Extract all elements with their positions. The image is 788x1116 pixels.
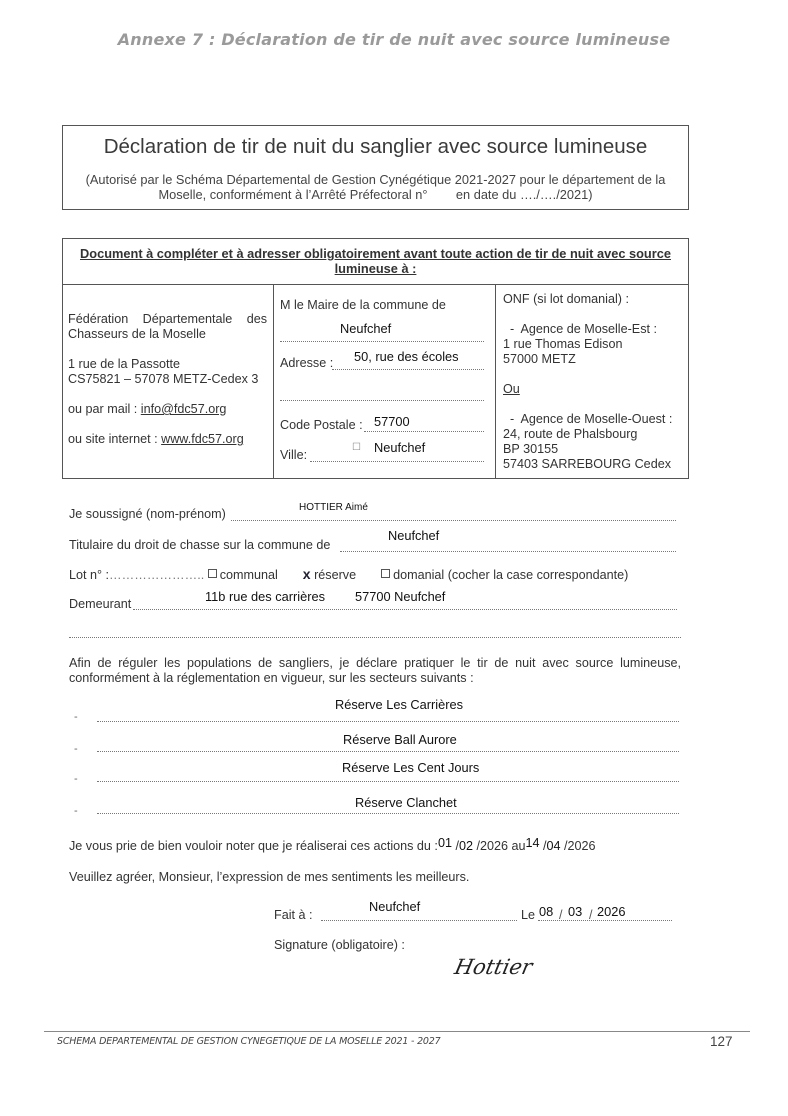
reserve-option-label: réserve — [314, 568, 357, 582]
fdc-mail-row — [68, 402, 267, 417]
fdc-web-row — [68, 432, 267, 447]
date-to-day-field[interactable]: 14 — [525, 836, 540, 850]
domanial-option-label: domanial (cocher la case correspondante) — [393, 568, 629, 582]
onf-east-line-2: 57000 METZ — [503, 352, 576, 366]
mayor-address-cell — [274, 285, 496, 478]
sector-bullet-4: - — [74, 805, 78, 817]
on-day-field[interactable]: 08 — [539, 904, 554, 919]
name-label: Je soussigné (nom-prénom) — [69, 507, 226, 521]
dates-row: Je vous prie de bien vouloir noter que je réaliserai ces actions du :01 /02 /2026 au14 /04 /2026 — [69, 836, 596, 853]
sector-bullet-1: - — [74, 711, 78, 723]
title-box — [62, 125, 689, 210]
domanial-checkbox[interactable] — [381, 569, 390, 578]
onf-label: ONF (si lot domanial) : — [503, 292, 629, 306]
address-table — [62, 238, 689, 479]
lot-label: Lot n° : — [69, 568, 110, 582]
on-year-field[interactable]: 2026 — [597, 904, 626, 919]
mayor-postal-label: Code Postale : — [280, 418, 363, 432]
sector-field-1[interactable]: Réserve Les Carrières — [335, 697, 464, 712]
signature-field[interactable]: Hottier — [452, 955, 535, 979]
subtitle-line-1: (Autorisé par le Schéma Départemental de Gestion Cynégétique 2021-2027 pour le département de la — [85, 172, 666, 187]
date-to-year-field[interactable]: 2026 — [567, 839, 596, 853]
heading-line-2: lumineuse à : — [334, 261, 417, 276]
mayor-address-label: Adresse : — [280, 356, 334, 370]
sector-bullet-2: - — [74, 743, 78, 755]
date-to-label: au — [511, 839, 526, 853]
annex-title: Annexe 7 : Déclaration de tir de nuit avec source lumineuse — [117, 30, 671, 49]
fdc-name-line-1: Fédération Départementale des — [68, 312, 267, 326]
date-from-year-field[interactable]: 2026 — [479, 839, 508, 853]
city-checkbox-icon[interactable]: ☐ — [352, 442, 361, 453]
on-date-label: Le — [521, 908, 536, 922]
fdc-name-line-2: Chasseurs de la Moselle — [68, 327, 206, 341]
resident-street-field[interactable]: 11b rue des carrières — [205, 589, 325, 604]
mayor-label: M le Maire de la commune de — [280, 298, 446, 312]
resident-label: Demeurant — [69, 597, 132, 611]
resident-city-field[interactable]: 57700 Neufchef — [355, 589, 446, 604]
fdc-web-label: ou site internet : — [68, 432, 162, 446]
footer-text: SCHEMA DEPARTEMENTAL DE GESTION CYNEGETIQUE DE LA MOSELLE 2021 - 2027 — [57, 1036, 441, 1047]
address-table-heading — [63, 239, 688, 285]
sector-field-3[interactable]: Réserve Les Cent Jours — [342, 760, 480, 775]
commune-field[interactable]: Neufchef — [388, 528, 440, 543]
made-at-label: Fait à : — [274, 908, 313, 922]
footer-divider — [44, 1031, 750, 1032]
communal-option-label: communal — [219, 568, 278, 582]
reserve-checkbox-checked[interactable]: x — [302, 566, 311, 582]
fdc-address-cell — [63, 285, 274, 478]
on-month-field[interactable]: 03 — [568, 904, 583, 919]
onf-west-label: - Agence de Moselle-Ouest : — [503, 412, 673, 426]
lot-number-field[interactable]: ………………….. — [109, 568, 205, 582]
mayor-commune-field[interactable]: Neufchef — [340, 321, 392, 336]
communal-checkbox[interactable] — [208, 569, 217, 578]
mayor-address-field[interactable]: 50, rue des écoles — [354, 349, 459, 364]
sector-bullet-3: - — [74, 773, 78, 785]
subtitle-line-2: Moselle, conformément à l’Arrêté Préfectoral n° en date du …./…./2021) — [158, 187, 593, 202]
heading-line-1: Document à compléter et à adresser obligatoirement avant toute action de tir de nuit avec source — [80, 246, 671, 261]
sector-field-2[interactable]: Réserve Ball Aurore — [343, 732, 457, 747]
onf-west-line-1: 24, route de Phalsbourg — [503, 427, 638, 441]
fdc-web-link[interactable]: www.fdc57.org — [161, 432, 244, 446]
fdc-address-line-2: CS75821 – 57078 METZ-Cedex 3 — [68, 372, 259, 386]
date-from-day-field[interactable]: 01 — [437, 836, 452, 850]
signature-label: Signature (obligatoire) : — [274, 938, 405, 952]
page-number: 127 — [710, 1034, 733, 1049]
declaration-paragraph: Afin de réguler les populations de sangliers, je déclare pratiquer le tir de nuit avec source lumineuse, conformément à la réglementation en vigueur, sur les secteurs suivants : — [69, 656, 681, 685]
made-at-field[interactable]: Neufchef — [369, 899, 421, 914]
onf-east-line-1: 1 rue Thomas Edison — [503, 337, 623, 351]
dates-label: Je vous prie de bien vouloir noter que je réaliserai ces actions du : — [69, 839, 438, 853]
form-title: Déclaration de tir de nuit du sanglier avec source lumineuse — [103, 135, 648, 158]
date-from-month-field[interactable]: 02 — [458, 839, 473, 853]
date-to-month-field[interactable]: 04 — [546, 839, 561, 853]
mayor-city-field[interactable]: Neufchef — [374, 440, 426, 455]
onf-west-line-3: 57403 SARREBOURG Cedex — [503, 457, 671, 471]
onf-west-line-2: BP 30155 — [503, 442, 559, 456]
onf-east-label: - Agence de Moselle-Est : — [503, 322, 657, 336]
mayor-city-label: Ville: — [280, 448, 308, 462]
closing-sentence: Veuillez agréer, Monsieur, l’expression de mes sentiments les meilleurs. — [69, 870, 470, 884]
fdc-address-line-1: 1 rue de la Passotte — [68, 357, 181, 371]
fdc-mail-link[interactable]: info@fdc57.org — [140, 402, 227, 416]
onf-or-label: Ou — [503, 382, 520, 396]
fdc-mail-label: ou par mail : — [68, 402, 141, 416]
commune-label: Titulaire du droit de chasse sur la commune de — [69, 538, 331, 552]
lot-row — [69, 566, 628, 582]
form-subtitle — [63, 172, 688, 202]
mayor-postal-field[interactable]: 57700 — [374, 414, 410, 429]
sector-field-4[interactable]: Réserve Clanchet — [355, 795, 457, 810]
name-field[interactable]: HOTTIER Aimé — [299, 502, 368, 513]
onf-address-cell — [496, 285, 688, 478]
